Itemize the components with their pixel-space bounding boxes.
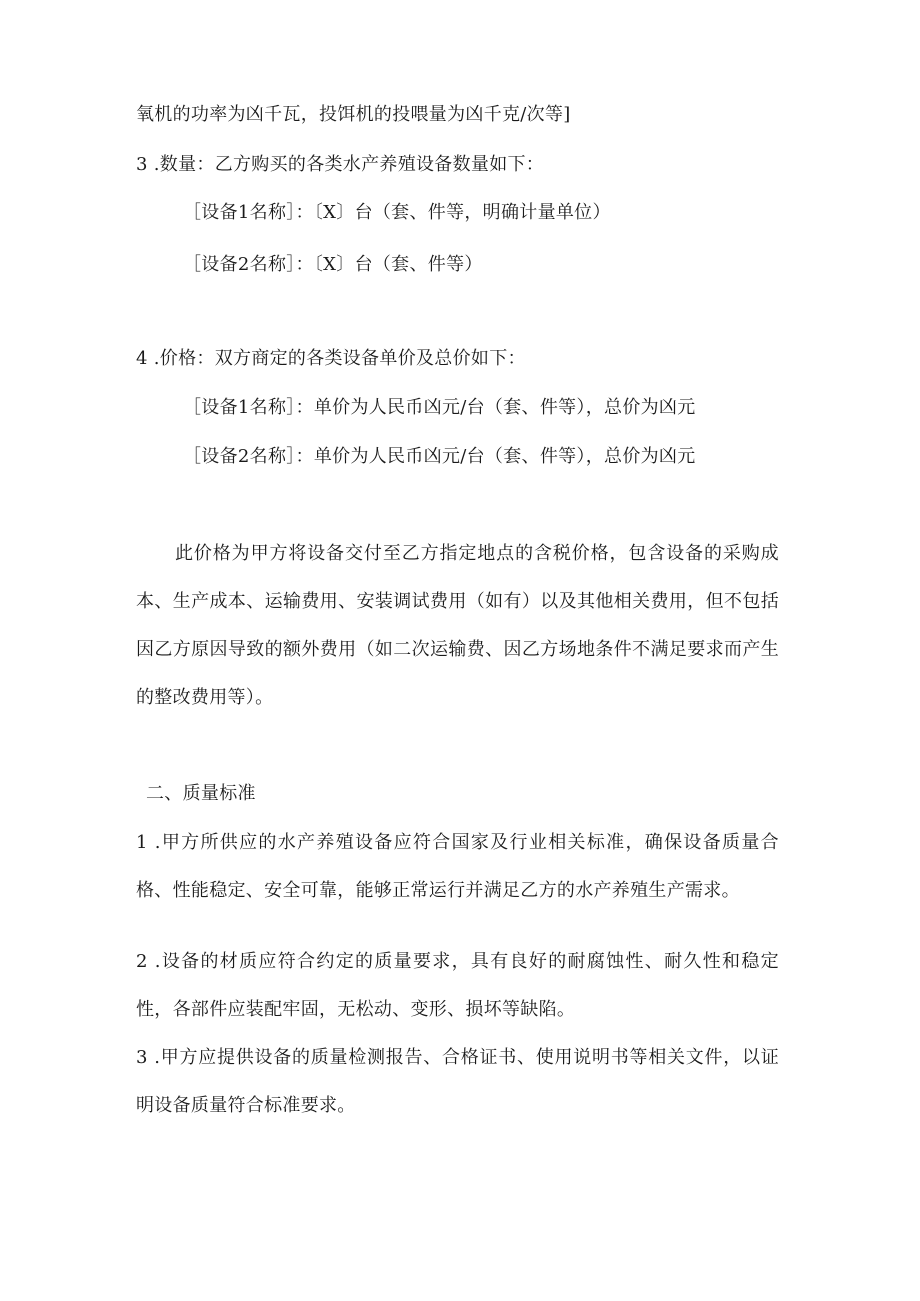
clause-3-quantity-heading: 3 .数量：乙方购买的各类水产养殖设备数量如下： [136,154,545,175]
price-note-line-3: 因乙方原因导致的额外费用（如二次运输费、因乙方场地条件不满足要求而产生 [136,639,779,660]
section-2-quality-standard-title: 二、质量标准 [146,783,256,804]
clause-4-price-heading: 4 .价格：双方商定的各类设备单价及总价如下： [136,348,526,369]
quality-clause-3-line-2: 明设备质量符合标准要求。 [136,1095,356,1116]
quality-clause-2-line-2: 性，各部件应装配牢固，无松动、变形、损坏等缺陷。 [136,999,576,1020]
quality-clause-1-line-1: 1 .甲方所供应的水产养殖设备应符合国家及行业相关标准，确保设备质量合 [136,832,779,853]
quality-clause-3-line-1: 3 .甲方应提供设备的质量检测报告、合格证书、使用说明书等相关文件，以证 [136,1047,779,1068]
price-item-device-1: ［设备1名称］：单价为人民币凶元/台（套、件等），总价为凶元 [183,397,696,418]
price-note-line-4: 的整改费用等）。 [136,687,274,708]
quantity-item-device-2: ［设备2名称］：〔X〕台（套、件等） [183,254,483,275]
price-note-line-1: 此价格为甲方将设备交付至乙方指定地点的含税价格，包含设备的采购成 [175,543,779,564]
quality-clause-2-line-1: 2 .设备的材质应符合约定的质量要求，具有良好的耐腐蚀性、耐久性和稳定 [136,951,779,972]
quantity-item-device-1: ［设备1名称］：〔X〕台（套、件等，明确计量单位） [183,202,611,223]
quality-clause-1-line-2: 格、性能稳定、安全可靠，能够正常运行并满足乙方的水产养殖生产需求。 [136,880,740,901]
price-item-device-2: ［设备2名称］：单价为人民币凶元/台（套、件等），总价为凶元 [183,446,696,467]
price-note-line-2: 本、生产成本、运输费用、安装调试费用（如有）以及其他相关费用，但不包括 [136,591,779,612]
paragraph-line-continuation: 氧机的功率为凶千瓦，投饵机的投喂量为凶千克/次等] [136,104,571,125]
